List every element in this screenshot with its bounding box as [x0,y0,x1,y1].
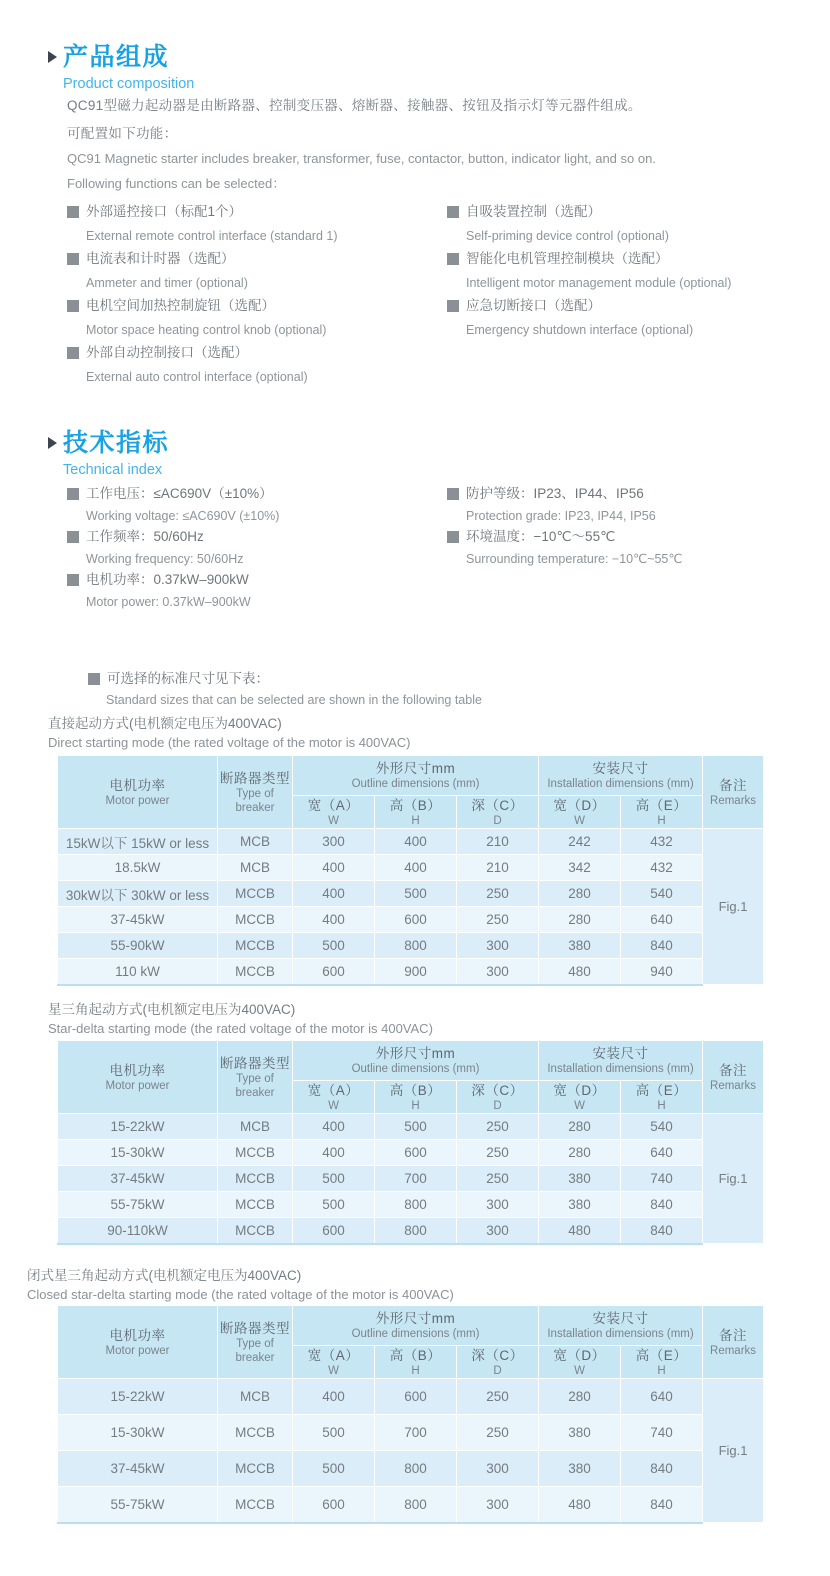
bullet-item [447,250,797,291]
bullet-item [447,528,797,567]
table-cell: 280 [539,1140,621,1166]
intro-line: QC91型磁力起动器是由断路器、控制变压器、熔断器、接触器、按钮及指示灯等元器件组成。 [67,98,642,113]
bullet-label-cn: 电机功率：0.37kW–900kW [86,572,249,587]
col-dimension-sub: 深（C） D [457,1081,539,1114]
bullet-item [67,344,447,385]
col-dimension-sub: 高（B） H [375,1081,457,1114]
bullet-item [447,203,797,244]
bullet-label-cn: 工作频率：50/60Hz [86,529,204,544]
table-cell: 55-90kW [58,933,218,959]
table-cell: MCCB [218,1415,293,1451]
table-cell: 280 [539,881,621,907]
bullet-label-cn: 工作电压：≤AC690V（±10%） [86,486,273,501]
bullet-item [67,297,447,338]
table-cell: 300 [457,1451,539,1487]
table-cell: 800 [375,1218,457,1244]
table-cell: 600 [375,907,457,933]
table-cell: MCCB [218,1487,293,1523]
bullet-label-cn: 可选择的标准尺寸见下表： [107,671,269,686]
bullet-label-cn: 电流表和计时器（选配） [86,251,235,266]
table-cell: 500 [293,1166,375,1192]
table-cell: 600 [375,1140,457,1166]
table-cell: MCCB [218,1192,293,1218]
table-cell: 640 [621,907,703,933]
table-cell: MCB [218,1379,293,1415]
table-cell: 740 [621,1166,703,1192]
table-cell: 500 [293,1192,375,1218]
table-cell: 300 [457,933,539,959]
table-title-cn: 星三角起动方式(电机额定电压为400VAC) [48,1002,296,1017]
col-dimension-sub: 深（C） D [457,1346,539,1379]
bullet-label-en: Intelligent motor management module (optional) [466,276,732,290]
bullet-label-en: Surrounding temperature: −10℃~55℃ [466,552,683,566]
table-cell: 900 [375,959,457,985]
section-technical-index-heading [48,428,169,478]
col-installation-dimensions: 安装尺寸 Installation dimensions (mm) [539,1041,703,1081]
table-cell: 940 [621,959,703,985]
bullet-label-cn: 外部自动控制接口（选配） [86,345,248,360]
col-motor-power: 电机功率 Motor power [58,1306,218,1379]
bullet-square-icon [447,206,459,218]
table-title-cn: 直接起动方式(电机额定电压为400VAC) [48,716,282,731]
section-arrow-icon [48,51,57,63]
table-cell: 400 [293,1140,375,1166]
bullet-item [67,485,447,524]
table-cell: 400 [293,907,375,933]
table-cell: 15-30kW [58,1140,218,1166]
table-cell: 280 [539,1379,621,1415]
table-cell: 700 [375,1415,457,1451]
table-cell: 400 [293,881,375,907]
table-row [58,1140,764,1166]
col-dimension-sub: 高（E） H [621,796,703,829]
product-composition-title-en: Product composition [63,76,195,92]
table-cell: 380 [539,1415,621,1451]
table-row [58,1218,764,1244]
table-cell: MCCB [218,907,293,933]
spec-table [57,1040,764,1245]
table-cell: 640 [621,1140,703,1166]
col-installation-dimensions: 安装尺寸 Installation dimensions (mm) [539,1306,703,1346]
col-dimension-sub: 宽（A） W [293,1081,375,1114]
table-row [58,881,764,907]
table-cell: 380 [539,1166,621,1192]
table-cell: 740 [621,1415,703,1451]
table2-title [48,1000,433,1038]
table-title-en: Direct starting mode (the rated voltage of the motor is 400VAC) [48,735,411,750]
technical-spec-lists [67,485,797,614]
table-cell: 300 [457,1487,539,1523]
col-dimension-sub: 深（C） D [457,796,539,829]
table-cell: 480 [539,1218,621,1244]
table3 [57,1305,764,1524]
table-cell: 300 [457,1218,539,1244]
table-cell: 540 [621,881,703,907]
bullet-square-icon [67,300,79,312]
table-cell: 640 [621,1379,703,1415]
table-cell: 500 [375,1114,457,1140]
table-cell: 15-22kW [58,1114,218,1140]
technical-index-title-cn: 技术指标 [63,429,170,457]
table-row [58,959,764,985]
bullet-item [67,571,447,610]
col-dimension-sub: 宽（D） W [539,1081,621,1114]
table-cell: 37-45kW [58,1166,218,1192]
col-dimension-sub: 高（B） H [375,1346,457,1379]
table-row [58,1415,764,1451]
table-cell: 540 [621,1114,703,1140]
table-cell: 840 [621,1218,703,1244]
col-dimension-sub: 宽（A） W [293,796,375,829]
table-cell: 15-30kW [58,1415,218,1451]
bullet-item [67,203,447,244]
table-cell: 432 [621,855,703,881]
col-breaker-type: 断路器类型 Type of breaker [218,1306,293,1379]
remark-cell: Fig.1 [703,1379,764,1523]
bullet-label-cn: 智能化电机管理控制模块（选配） [466,251,669,266]
table-cell: MCCB [218,1218,293,1244]
col-dimension-sub: 高（B） H [375,796,457,829]
col-remarks: 备注 Remarks [703,1041,764,1114]
table-cell: 250 [457,907,539,933]
table-cell: 380 [539,933,621,959]
spec-list-right [447,485,797,614]
table-cell: 380 [539,1451,621,1487]
table-cell: MCB [218,1114,293,1140]
table-cell: 432 [621,829,703,855]
table-cell: 840 [621,1192,703,1218]
table-cell: 250 [457,1140,539,1166]
bullet-square-icon [67,253,79,265]
bullet-square-icon [447,531,459,543]
col-dimension-sub: 宽（A） W [293,1346,375,1379]
bullet-square-icon [67,574,79,586]
table-cell: 500 [375,881,457,907]
bullet-label-en: Working voltage: ≤AC690V (±10%) [86,509,280,523]
table-cell: MCCB [218,1140,293,1166]
table-cell: 400 [375,829,457,855]
table-cell: 600 [293,1487,375,1523]
table-cell: 280 [539,1114,621,1140]
table-cell: 210 [457,855,539,881]
table-cell: 18.5kW [58,855,218,881]
table1-title [48,714,410,752]
table-cell: 55-75kW [58,1487,218,1523]
table-cell: 400 [375,855,457,881]
table-row [58,933,764,959]
table-row [58,1451,764,1487]
bullet-label-cn: 环境温度：−10℃～55℃ [466,529,616,544]
bullet-square-icon [447,300,459,312]
bullet-label-cn: 电机空间加热控制旋钮（选配） [86,298,275,313]
bullet-label-en: Standard sizes that can be selected are shown in the following table [106,693,482,707]
col-installation-dimensions: 安装尺寸 Installation dimensions (mm) [539,756,703,796]
table-cell: 480 [539,959,621,985]
table-cell: 840 [621,1451,703,1487]
table-cell: 480 [539,1487,621,1523]
table-title-en: Closed star-delta starting mode (the rated voltage of the motor is 400VAC) [27,1287,454,1302]
product-composition-title-cn: 产品组成 [63,43,170,71]
table-cell: 15kW以下 15kW or less [58,829,218,855]
table-cell: 250 [457,881,539,907]
table-cell: 15-22kW [58,1379,218,1415]
col-motor-power: 电机功率 Motor power [58,756,218,829]
table-cell: 90-110kW [58,1218,218,1244]
table-cell: 210 [457,829,539,855]
bullet-label-cn: 防护等级：IP23、IP44、IP56 [466,486,644,501]
bullet-square-icon [447,253,459,265]
bullet-square-icon [447,488,459,500]
bullet-square-icon [67,488,79,500]
col-motor-power: 电机功率 Motor power [58,1041,218,1114]
col-breaker-type: 断路器类型 Type of breaker [218,1041,293,1114]
table-cell: 342 [539,855,621,881]
table-cell: 250 [457,1114,539,1140]
bullet-label-cn: 自吸装置控制（选配） [466,204,601,219]
bullet-item [67,528,447,567]
table-cell: MCCB [218,1166,293,1192]
table-cell: 30kW以下 30kW or less [58,881,218,907]
spec-table [57,755,764,986]
table-row [58,1114,764,1140]
table-cell: MCB [218,855,293,881]
section-arrow-icon [48,437,57,449]
bullet-label-en: Self-priming device control (optional) [466,229,669,243]
table-row [58,829,764,855]
spec-table [57,1305,764,1524]
bullet-square-icon [67,531,79,543]
remark-cell: Fig.1 [703,1114,764,1244]
table-cell: 600 [375,1379,457,1415]
col-dimension-sub: 高（E） H [621,1081,703,1114]
table-cell: 250 [457,1166,539,1192]
table-cell: MCCB [218,881,293,907]
table-cell: 400 [293,1379,375,1415]
table-cell: 242 [539,829,621,855]
technical-index-title-en: Technical index [63,462,163,478]
table-cell: 500 [293,1451,375,1487]
table-row [58,855,764,881]
table-cell: 37-45kW [58,1451,218,1487]
table-row [58,1487,764,1523]
table3-title [27,1266,454,1304]
bullet-item [88,670,788,708]
col-remarks: 备注 Remarks [703,756,764,829]
table-cell: MCCB [218,1451,293,1487]
table-cell: MCCB [218,959,293,985]
table-cell: 700 [375,1166,457,1192]
standard-sizes-note [88,670,788,712]
table-cell: 840 [621,1487,703,1523]
bullet-square-icon [88,673,100,685]
spec-list-left [67,485,447,614]
table-cell: 400 [293,1114,375,1140]
table-row [58,1192,764,1218]
col-outline-dimensions: 外形尺寸mm Outline dimensions (mm) [293,1306,539,1346]
col-outline-dimensions: 外形尺寸mm Outline dimensions (mm) [293,1041,539,1081]
intro-line: 可配置如下功能： [67,125,178,141]
table-title-en: Star-delta starting mode (the rated voltage of the motor is 400VAC) [48,1021,433,1036]
feature-lists [67,203,797,391]
intro-line: Following functions can be selected： [67,175,286,191]
section-product-composition-heading [48,42,194,92]
table2 [57,1040,764,1245]
table-cell: MCB [218,829,293,855]
bullet-label-cn: 应急切断接口（选配） [466,298,601,313]
table-cell: 250 [457,1379,539,1415]
table-cell: MCCB [218,933,293,959]
table-cell: 37-45kW [58,907,218,933]
table-title-cn: 闭式星三角起动方式(电机额定电压为400VAC) [27,1268,302,1283]
bullet-label-en: External auto control interface (optional) [86,370,308,384]
table-cell: 280 [539,907,621,933]
col-outline-dimensions: 外形尺寸mm Outline dimensions (mm) [293,756,539,796]
table-cell: 300 [293,829,375,855]
bullet-item [67,250,447,291]
col-dimension-sub: 宽（D） W [539,796,621,829]
intro-paragraphs [67,92,787,196]
col-remarks: 备注 Remarks [703,1306,764,1379]
col-breaker-type: 断路器类型 Type of breaker [218,756,293,829]
table-cell: 600 [293,1218,375,1244]
table-row [58,1166,764,1192]
bullet-square-icon [67,206,79,218]
table-cell: 380 [539,1192,621,1218]
bullet-item [447,485,797,524]
bullet-label-en: Ammeter and timer (optional) [86,276,248,290]
table-cell: 800 [375,1451,457,1487]
col-dimension-sub: 高（E） H [621,1346,703,1379]
bullet-label-en: Motor power: 0.37kW–900kW [86,595,251,609]
bullet-label-en: External remote control interface (standard 1) [86,229,338,243]
bullet-label-en: Emergency shutdown interface (optional) [466,323,694,337]
table-cell: 800 [375,1487,457,1523]
bullet-label-en: Protection grade: IP23, IP44, IP56 [466,509,656,523]
table1 [57,755,764,986]
table-cell: 400 [293,855,375,881]
col-dimension-sub: 宽（D） W [539,1346,621,1379]
table-cell: 55-75kW [58,1192,218,1218]
feature-list-right [447,203,797,391]
table-cell: 840 [621,933,703,959]
bullet-label-en: Motor space heating control knob (optional) [86,323,327,337]
table-cell: 500 [293,933,375,959]
remark-cell: Fig.1 [703,829,764,985]
table-cell: 250 [457,1415,539,1451]
bullet-square-icon [67,347,79,359]
table-row [58,907,764,933]
bullet-label-en: Working frequency: 50/60Hz [86,552,244,566]
bullet-item [447,297,797,338]
table-cell: 500 [293,1415,375,1451]
bullet-label-cn: 外部遥控接口（标配1个） [86,204,243,219]
table-cell: 600 [293,959,375,985]
table-cell: 800 [375,1192,457,1218]
table-cell: 300 [457,959,539,985]
table-cell: 110 kW [58,959,218,985]
table-row [58,1379,764,1415]
table-cell: 800 [375,933,457,959]
intro-line: QC91 Magnetic starter includes breaker, transformer, fuse, contactor, button, indicator light, and so on. [67,151,656,166]
table-cell: 300 [457,1192,539,1218]
feature-list-left [67,203,447,391]
